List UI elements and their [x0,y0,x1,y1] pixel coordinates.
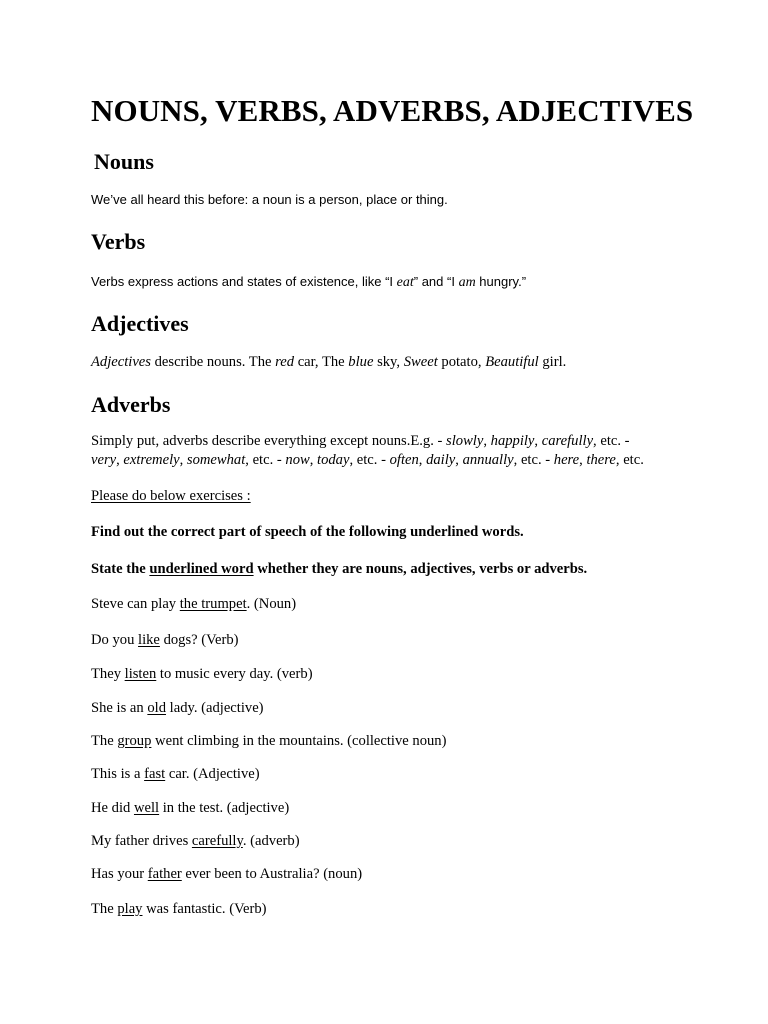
exercise-item: This is a fast car. (Adjective) [91,766,260,782]
underlined-word: group [117,733,152,749]
adverbs-heading: Adverbs [91,392,171,417]
adjectives-heading: Adjectives [91,311,189,336]
adverbs-text-line2: very, extremely, somewhat, etc. - now, today, etc. - often, daily, annually, etc. - here, there, etc. [91,452,644,468]
exercises-intro: Please do below exercises : [91,488,251,504]
underlined-word: like [138,632,160,648]
nouns-heading: Nouns [94,149,154,174]
underlined-word: well [133,800,160,816]
underlined-word: carefully [191,833,243,849]
exercise-item: They listen to music every day. (verb) [91,666,313,682]
underlined-word: play [117,901,143,917]
underlined-word: listen [124,666,157,682]
exercise-item: Has your father ever been to Australia? (noun) [91,866,363,882]
exercise-item: Do you like dogs? (Verb) [91,632,239,648]
adjectives-text: Adjectives describe nouns. The red car, The blue sky, Sweet potato, Beautiful girl. [91,354,567,370]
page-title: NOUNS, VERBS, ADVERBS, ADJECTIVES [91,93,694,128]
exercise-item: He did well in the test. (adjective) [91,800,290,816]
exercise-item: The group went climbing in the mountains. (collective noun) [91,733,447,749]
underlined-word: old [147,700,167,716]
exercise-item: My father drives carefully. (adverb) [91,833,300,849]
nouns-text: We’ve all heard this before: a noun is a person, place or thing. [91,192,448,207]
verbs-text: Verbs express actions and states of existence, like “I eat” and “I am hungry.” [91,274,527,290]
exercise-item: She is an old lady. (adjective) [91,700,264,716]
exercise-item: The play was fantastic. (Verb) [91,901,267,917]
verbs-heading: Verbs [91,229,146,254]
exercises-instruction-2: State the underlined word whether they are nouns, adjectives, verbs or adverbs. [91,561,588,577]
exercises-instruction-1: Find out the correct part of speech of the following underlined words. [91,524,524,540]
underlined-word: the trumpet [179,596,247,612]
underlined-word: fast [144,766,166,782]
adverbs-text-line1: Simply put, adverbs describe everything except nouns.E.g. - slowly, happily, carefully, etc. - [91,433,630,449]
exercise-item: Steve can play the trumpet. (Noun) [91,596,297,612]
underlined-word: father [147,866,182,882]
